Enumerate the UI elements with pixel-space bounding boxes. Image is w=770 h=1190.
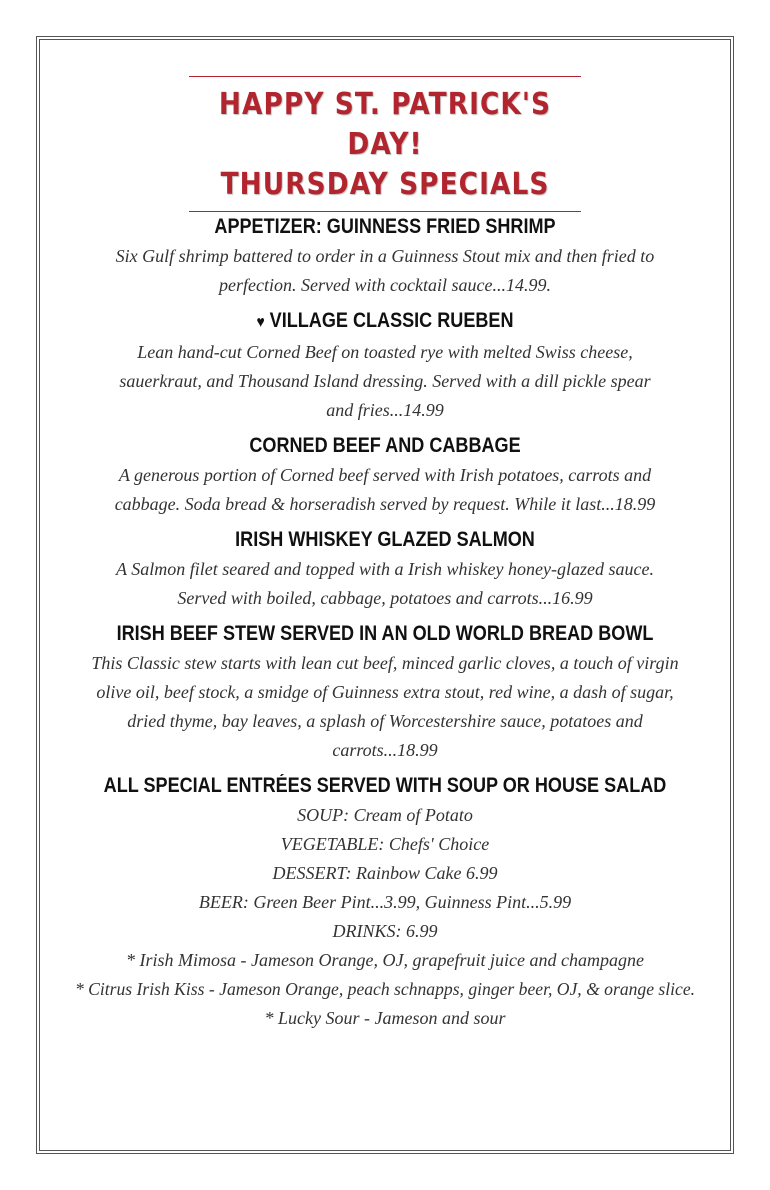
sides-section bbox=[40, 771, 730, 1033]
menu-item-salmon bbox=[40, 525, 730, 613]
menu-item-shrimp bbox=[40, 212, 730, 300]
item-title-row bbox=[88, 306, 681, 338]
item-description: Lean hand-cut Corned Beef on toasted rye with melted Swiss cheese, sauerkraut, and Thousand Island dressing. Served with a dill pickle spear and fries...14.99 bbox=[119, 342, 651, 420]
item-description: A generous portion of Corned beef served with Irish potatoes, carrots and cabbage. Soda bread & horseradish served by request. While it last...18.99 bbox=[114, 465, 656, 514]
drink-line: * Citrus Irish Kiss - Jameson Orange, peach schnapps, ginger beer, OJ, & orange slice. bbox=[74, 979, 696, 999]
menu-content bbox=[40, 76, 730, 1033]
drink-line: * Irish Mimosa - Jameson Orange, OJ, grapefruit juice and champagne bbox=[126, 950, 644, 970]
menu-item-rueben bbox=[40, 306, 730, 425]
sides-line: BEER: Green Beer Pint...3.99, Guinness Pint...5.99 bbox=[198, 892, 572, 912]
drink-line: * Lucky Sour - Jameson and sour bbox=[264, 1008, 506, 1028]
item-description: Six Gulf shrimp battered to order in a Guinness Stout mix and then fried to perfection. Served with cocktail sauce...14.99. bbox=[115, 246, 655, 295]
item-description: A Salmon filet seared and topped with a Irish whiskey honey-glazed sauce. Served with boiled, cabbage, potatoes and carrots...16.99 bbox=[116, 559, 654, 608]
banner-line-2: THURSDAY SPECIALS bbox=[220, 167, 550, 202]
item-title: IRISH BEEF STEW SERVED IN AN OLD WORLD BREAD BOWL bbox=[116, 622, 654, 645]
title-banner bbox=[189, 76, 581, 212]
menu-item-beef-stew bbox=[40, 619, 730, 765]
item-title: VILLAGE CLASSIC RUEBEN bbox=[269, 309, 514, 332]
item-title: CORNED BEEF AND CABBAGE bbox=[249, 434, 521, 457]
banner-line-1: HAPPY ST. PATRICK'S DAY! bbox=[218, 87, 552, 162]
menu-item-corned-beef bbox=[40, 431, 730, 519]
heart-icon: ♥ bbox=[256, 314, 265, 331]
item-description: This Classic stew starts with lean cut beef, minced garlic cloves, a touch of virgin olive oil, beef stock, a smidge of Guinness extra stout, red wine, a dash of sugar, dried thyme, bay leaves, a splash of Worcestershire sauce, potatoes and carrots...18.99 bbox=[91, 653, 679, 760]
sides-line: DESSERT: Rainbow Cake 6.99 bbox=[272, 863, 498, 883]
sides-line: VEGETABLE: Chefs' Choice bbox=[280, 834, 490, 854]
sides-line: SOUP: Cream of Potato bbox=[297, 805, 473, 825]
item-title: APPETIZER: GUINNESS FRIED SHRIMP bbox=[214, 215, 556, 238]
sides-title: ALL SPECIAL ENTRÉES SERVED WITH SOUP OR HOUSE SALAD bbox=[103, 774, 667, 797]
sides-line: DRINKS: 6.99 bbox=[332, 921, 438, 941]
item-title: IRISH WHISKEY GLAZED SALMON bbox=[235, 528, 535, 551]
